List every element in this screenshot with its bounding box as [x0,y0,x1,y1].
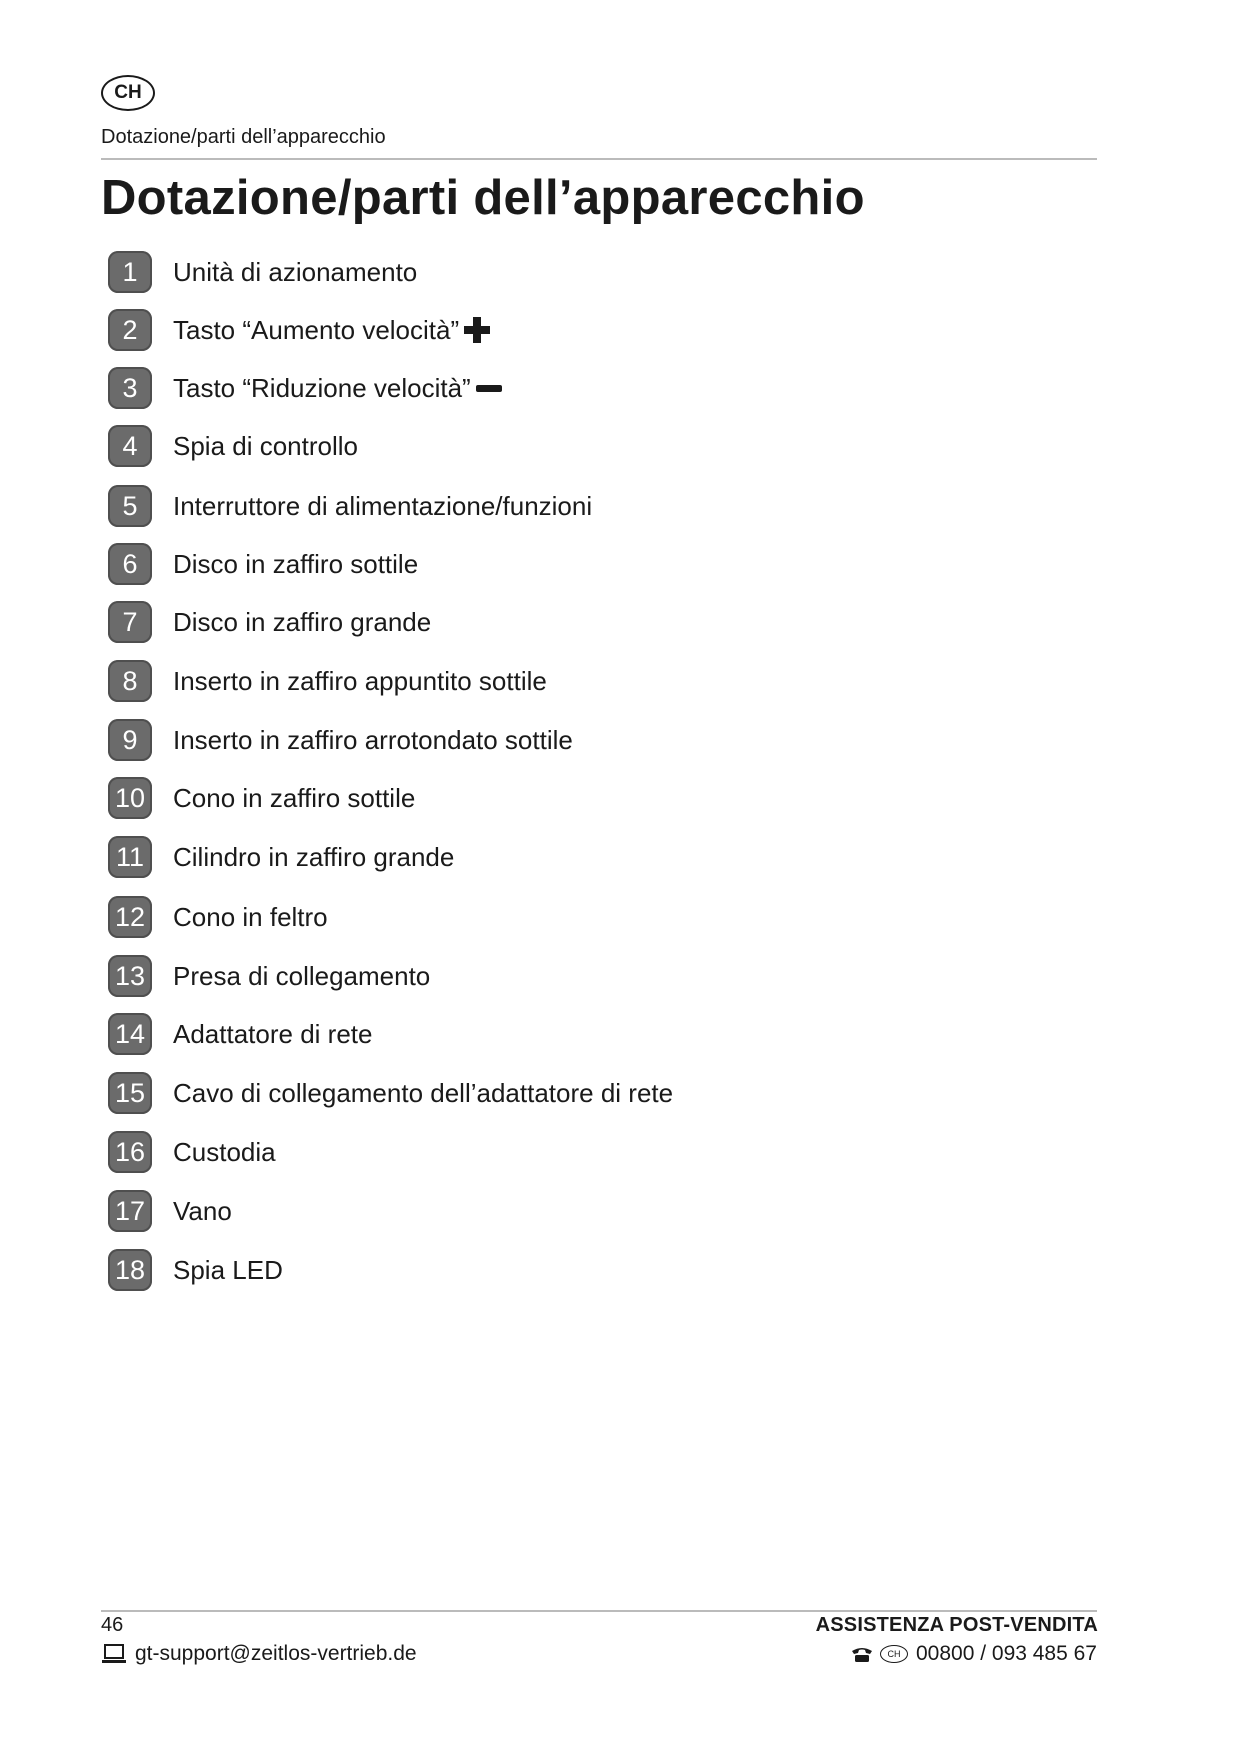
part-number-badge: 1 [108,251,152,293]
part-label: Interruttore di alimentazione/funzioni [173,490,593,521]
list-item [108,308,491,352]
part-label: Unità di azionamento [173,256,418,287]
part-number-badge: 7 [108,601,152,643]
part-number-badge: 6 [108,543,152,585]
list-item [108,835,454,879]
part-number-badge: 8 [108,660,152,702]
part-label: Disco in zaffiro grande [173,606,432,637]
hotline-row [850,1642,1097,1666]
list-item [108,250,417,294]
part-number-badge: 14 [108,1013,152,1055]
telephone-icon [850,1645,874,1663]
part-number-badge: 2 [108,309,152,351]
part-label: Spia di controllo [173,430,358,461]
part-number-badge: 16 [108,1131,152,1173]
part-number-badge: 11 [108,836,152,878]
part-label: Spia LED [173,1254,283,1285]
header-divider [101,158,1097,160]
list-item [108,1071,673,1115]
breadcrumb: Dotazione/parti dell’apparecchio [101,126,386,148]
support-email-link[interactable]: gt-support@zeitlos-vertrieb.de [135,1642,417,1665]
list-item [108,1189,232,1233]
list-item [108,1248,283,1292]
part-label: Cavo di collegamento dell’adattatore di rete [173,1077,674,1108]
list-item [108,366,503,410]
part-number-badge: 15 [108,1072,152,1114]
part-label: Disco in zaffiro sottile [173,548,419,579]
list-item [108,895,328,939]
part-label: Custodia [173,1136,276,1167]
country-badge: CH [101,75,155,111]
hotline-number[interactable]: 00800 / 093 485 67 [915,1642,1097,1665]
list-item [108,954,430,998]
part-number-badge: 12 [108,896,152,938]
part-number-badge: 4 [108,425,152,467]
part-label: Inserto in zaffiro appuntito sottile [173,665,547,696]
part-label: Cono in zaffiro sottile [173,782,416,813]
list-item [108,659,547,703]
country-mini-badge: CH [880,1645,908,1663]
list-item [108,1130,276,1174]
part-number-badge: 5 [108,485,152,527]
part-label: Presa di collegamento [173,960,431,991]
support-email-row [101,1642,417,1666]
after-sales-title: ASSISTENZA POST-VENDITA [815,1614,1098,1636]
plus-icon [463,316,491,344]
part-label: Tasto “Riduzione velocità” [173,372,471,403]
list-item [108,776,415,820]
page-title: Dotazione/parti dell’apparecchio [101,171,865,225]
list-item [108,484,592,528]
part-number-badge: 17 [108,1190,152,1232]
part-number-badge: 3 [108,367,152,409]
laptop-icon [101,1643,127,1665]
part-label: Cono in feltro [173,901,328,932]
part-label: Tasto “Aumento velocità” [173,314,460,345]
part-label: Inserto in zaffiro arrotondato sottile [173,724,573,755]
part-number-badge: 13 [108,955,152,997]
part-number-badge: 10 [108,777,152,819]
footer-divider [101,1610,1097,1612]
list-item [108,718,573,762]
part-label: Cilindro in zaffiro grande [173,841,455,872]
list-item [108,424,358,468]
minus-icon [475,374,503,402]
part-label: Vano [173,1195,232,1226]
list-item [108,600,431,644]
part-number-badge: 18 [108,1249,152,1291]
list-item [108,542,418,586]
page-number: 46 [101,1614,124,1636]
list-item [108,1012,372,1056]
part-number-badge: 9 [108,719,152,761]
part-label: Adattatore di rete [173,1018,373,1049]
